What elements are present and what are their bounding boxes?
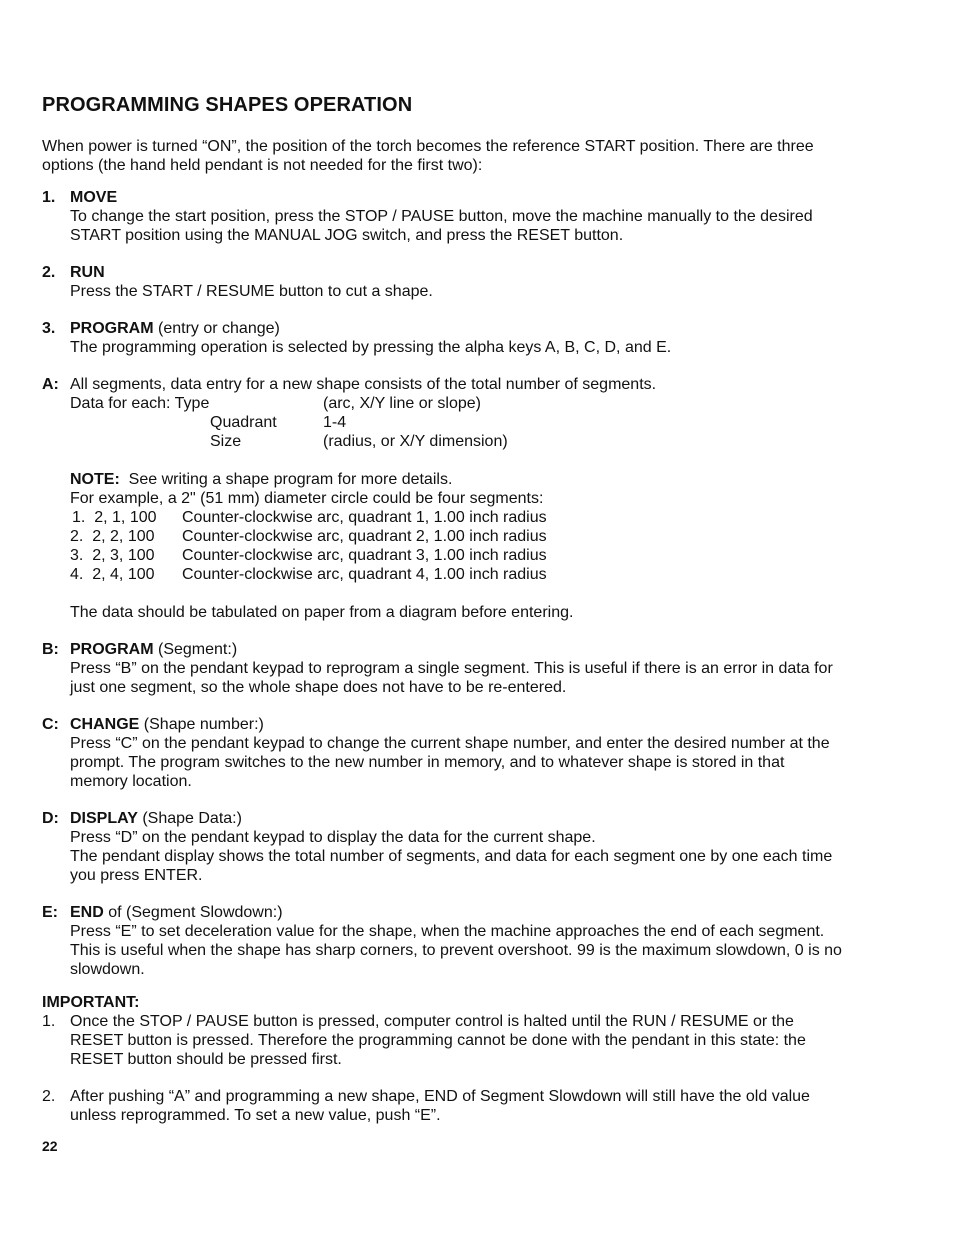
section-a-line: All segments, data entry for a new shape consists of the total number of segments.: [70, 376, 657, 393]
segment-row: 2. 2, 2, 100 Counter-clockwise arc, quadrant 2, 1.00 inch radius: [70, 528, 547, 545]
item-text: To change the start position, press the STOP / PAUSE button, move the machine manually to the desired START position using the MANUAL JOG switch, and press the RESET button.: [70, 208, 813, 244]
section-heading: DISPLAY: [70, 810, 138, 827]
important-item: [42, 1087, 842, 1125]
section-heading: PROGRAM: [70, 641, 154, 658]
item-number: 1.: [42, 1013, 56, 1030]
section-letter: D:: [42, 810, 59, 827]
note-text: See writing a shape program for more details.: [119, 471, 453, 488]
section-a: [42, 375, 842, 622]
item-text: The programming operation is selected by pressing the alpha keys A, B, C, D, and E.: [70, 339, 672, 356]
section-text: Press “C” on the pendant keypad to change the current shape number, and enter the desired number at the prompt. The program switches to the new number in memory, and to whatever shape is stored in that memory location.: [70, 735, 830, 790]
section-d: D: DISPLAY (Shape Data:) Press “D” on the pendant keypad to display the data for the current shape. The pendant display shows the total number of segments, and data for each segment one by one each time you press ENTER.: [42, 809, 842, 885]
item-number: 2.: [42, 1088, 56, 1105]
note-block: [70, 470, 842, 584]
important-text: After pushing “A” and programming a new shape, END of Segment Slowdown will still have the old value unless reprogrammed. To set a new value, push “E”.: [70, 1088, 810, 1124]
section-text: Press “E” to set deceleration value for the shape, when the machine approaches the end of each segment. This is useful when the shape has sharp corners, to prevent overshoot. 99 is the maximum slowdown, 0 is no slowdown.: [70, 923, 842, 978]
section-text-2: The pendant display shows the total number of segments, and data for each segment one by one each time you press ENTER.: [70, 848, 833, 884]
important-item: [42, 1012, 842, 1069]
section-e: E: END of (Segment Slowdown:) Press “E” to set deceleration value for the shape, when the machine approaches the end of each segment. This is useful when the shape has sharp corners, to prevent overshoot. 99 is the maximum slowdown, 0 is no slowdown.: [42, 904, 842, 978]
option-program: [42, 319, 842, 357]
section-letter: B:: [42, 641, 59, 658]
item-suffix: (entry or change): [153, 320, 280, 337]
item-heading: RUN: [70, 264, 105, 281]
data-fields-table: Data for each: Type (arc, X/Y line or slope) Quadrant 1-4 Size (radius, or X/Y dimension): [70, 395, 508, 450]
segment-row: 1. 2, 1, 100 Counter-clockwise arc, quadrant 1, 1.00 inch radius: [72, 509, 547, 526]
intro-paragraph: When power is turned “ON”, the position of the torch becomes the reference START position. There are three options (the hand held pendant is not needed for the first two):: [42, 138, 814, 174]
section-heading: END: [70, 904, 104, 921]
item-heading: MOVE: [70, 189, 118, 206]
option-run: [42, 263, 842, 301]
important-text: Once the STOP / PAUSE button is pressed, computer control is halted until the RUN / RESUME or the RESET button is pressed. Therefore the programming cannot be done with the pendant in this state: the RESET button should be pressed first.: [70, 1013, 806, 1068]
manual-page: [42, 92, 842, 1143]
tabulate-note: The data should be tabulated on paper from a diagram before entering.: [70, 604, 574, 621]
example-intro: For example, a 2" (51 mm) diameter circle could be four segments:: [70, 490, 544, 507]
section-text: Press “B” on the pendant keypad to reprogram a single segment. This is useful if there is an error in data for just one segment, so the whole shape does not have to be re-entered.: [70, 660, 833, 696]
item-heading: PROGRAM: [70, 320, 154, 337]
segment-row: 4. 2, 4, 100 Counter-clockwise arc, quadrant 4, 1.00 inch radius: [70, 566, 547, 583]
important-label: IMPORTANT:: [42, 994, 140, 1011]
page-number: 22: [42, 1138, 58, 1154]
item-number: 1.: [42, 189, 56, 206]
section-letter: A:: [42, 376, 59, 393]
section-text: Press “D” on the pendant keypad to display the data for the current shape.: [70, 829, 596, 846]
segment-row: 3. 2, 3, 100 Counter-clockwise arc, quadrant 3, 1.00 inch radius: [70, 547, 547, 564]
section-heading: CHANGE: [70, 716, 140, 733]
item-text: Press the START / RESUME button to cut a shape.: [70, 283, 433, 300]
section-letter: C:: [42, 716, 59, 733]
item-number: 3.: [42, 320, 56, 337]
section-c: C: CHANGE (Shape number:) Press “C” on the pendant keypad to change the current shape number, and enter the desired number at the prompt. The program switches to the new number in memory, and to whatever shape is stored in that memory location.: [42, 715, 842, 791]
note-label: NOTE:: [70, 471, 120, 488]
page-title: PROGRAMMING SHAPES OPERATION: [42, 94, 413, 116]
option-move: [42, 188, 842, 245]
section-letter: E:: [42, 904, 58, 921]
section-b: B: PROGRAM (Segment:) Press “B” on the pendant keypad to reprogram a single segment. This is useful if there is an error in data for just one segment, so the whole shape does not have to be re-entered.: [42, 640, 842, 697]
item-number: 2.: [42, 264, 56, 281]
